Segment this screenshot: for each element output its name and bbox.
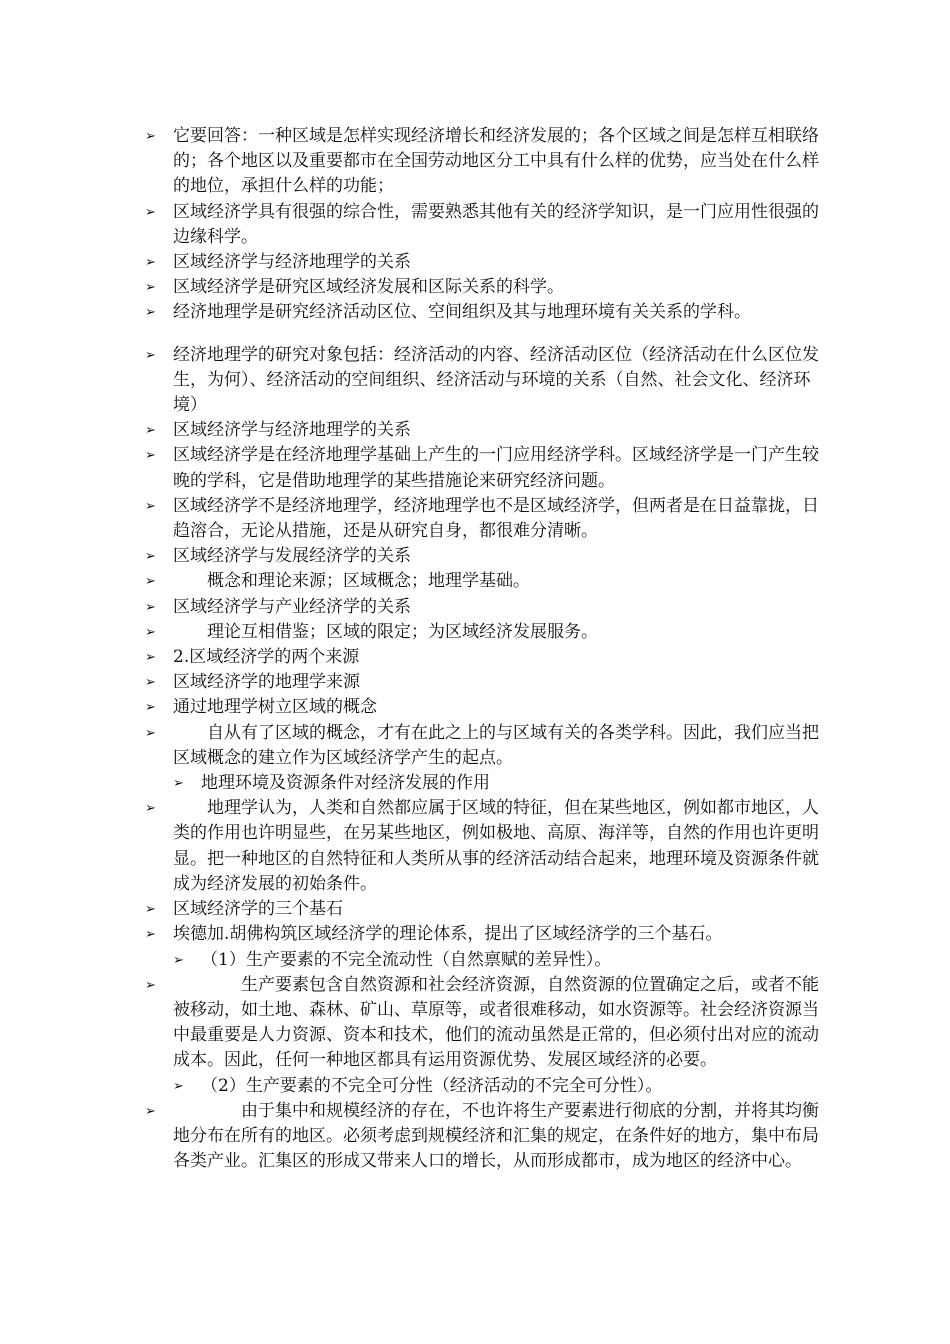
list-item-text: 自从有了区域的概念，才有在此之上的与区域有关的各类学科。因此，我们应当把区域概念的建立作为区域经济学产生的起点。 bbox=[173, 722, 819, 768]
list-item-text: 区域经济学不是经济地理学，经济地理学也不是区域经济学，但两者是在日益靠拢，日趋溶合，无论从措施，还是从研究自身，都很难分清晰。 bbox=[173, 495, 819, 542]
list-item-text: 地理学认为，人类和自然都应属于区域的特征，但在某些地区，例如都市地区，人类的作用也许明显些，在另某些地区，例如极地、高原、海洋等，自然的作用也许更明显。把一种地区的自然特征和人类所从事的经济活动结合起来，地理环境及资源条件就成为经济发展的初始条件。 bbox=[173, 798, 819, 894]
arrow-bullet-icon: ➢ bbox=[145, 280, 156, 296]
list-item bbox=[145, 443, 825, 493]
list-item-text: 生产要素包含自然资源和社会经济资源，自然资源的位置确定之后，或者不能被移动，如土地、森林、矿山、草原等，或者很难移动，如水资源等。社会经济资源当中最重要是人力资源、资本和技术，他们的流动虽然是正常的，但必须付出对应的流动成本。因此，任何一种地区都具有运用资源优势、发展区域经济的必要。 bbox=[173, 974, 819, 1071]
list-item bbox=[145, 544, 825, 569]
list-item-text: 由于集中和规模经济的存在，不也许将生产要素进行彻底的分割，并将其均衡地分布在所有的地区。必须考虑到规模经济和汇集的规定，在条件好的地方，集中布局各类产业。汇集区的形成又带来人口的增长，从而形成都市，成为地区的经济中心。 bbox=[173, 1100, 819, 1172]
list-item bbox=[145, 973, 825, 1074]
list-item bbox=[145, 595, 825, 620]
arrow-bullet-icon: ➢ bbox=[145, 675, 156, 691]
bullet-list bbox=[145, 124, 825, 1174]
list-item bbox=[145, 200, 825, 250]
list-item bbox=[145, 250, 825, 275]
list-item-text: 理论互相借鉴；区域的限定；为区域经济发展服务。 bbox=[207, 621, 598, 642]
arrow-bullet-icon: ➢ bbox=[145, 650, 156, 666]
list-item bbox=[145, 721, 825, 771]
list-item-text: （1）生产要素的不完全流动性（自然禀赋的差异性）。 bbox=[201, 949, 612, 970]
list-item bbox=[145, 569, 825, 594]
list-item-text: 区域经济学是在经济地理学基础上产生的一门应用经济学科。区域经济学是一门产生较晚的学科，它是借助地理学的某些措施论来研究经济问题。 bbox=[173, 445, 819, 491]
arrow-bullet-icon: ➢ bbox=[145, 624, 156, 640]
list-item bbox=[145, 275, 825, 300]
list-item bbox=[145, 124, 825, 200]
list-item-text: 区域经济学具有很强的综合性，需要熟悉其他有关的经济学知识，是一门应用性很强的边缘科学。 bbox=[173, 201, 819, 247]
list-item-text: 概念和理论来源；区域概念；地理学基础。 bbox=[207, 571, 530, 592]
list-item-text: 区域经济学与产业经济学的关系 bbox=[173, 596, 411, 617]
arrow-bullet-icon: ➢ bbox=[145, 448, 156, 464]
list-item bbox=[145, 897, 825, 922]
list-item bbox=[145, 670, 825, 695]
arrow-bullet-icon: ➢ bbox=[145, 574, 156, 590]
list-item-text: 区域经济学与经济地理学的关系 bbox=[173, 420, 411, 441]
list-item bbox=[145, 1099, 825, 1175]
list-item-text: 埃德加.胡佛构筑区域经济学的理论体系，提出了区域经济学的三个基石。 bbox=[173, 924, 723, 945]
sub-list-item bbox=[173, 771, 825, 796]
sub-list-item bbox=[173, 1074, 825, 1099]
list-item-text: 区域经济学与经济地理学的关系 bbox=[173, 252, 411, 273]
list-item bbox=[145, 418, 825, 443]
arrow-bullet-icon: ➢ bbox=[173, 1078, 184, 1094]
list-item-text: 经济地理学是研究经济活动区位、空间组织及其与地理环境有关关系的学科。 bbox=[173, 302, 751, 323]
list-item bbox=[145, 645, 825, 670]
list-item bbox=[145, 922, 825, 947]
arrow-bullet-icon: ➢ bbox=[173, 776, 184, 792]
arrow-bullet-icon: ➢ bbox=[145, 1103, 156, 1119]
arrow-bullet-icon: ➢ bbox=[145, 700, 156, 716]
sub-list-item bbox=[173, 948, 825, 973]
list-item-text: 它要回答：一种区域是怎样实现经济增长和经济发展的；各个区域之间是怎样互相联络的；各个地区以及重要都市在全国劳动地区分工中具有什么样的优势，应当处在什么样的地位，承担什么样的功能； bbox=[173, 126, 819, 197]
list-item-text: 区域经济学的三个基石 bbox=[173, 899, 343, 920]
arrow-bullet-icon: ➢ bbox=[145, 423, 156, 439]
list-item bbox=[145, 620, 825, 645]
list-item-text: 区域经济学的地理学来源 bbox=[173, 672, 360, 693]
arrow-bullet-icon: ➢ bbox=[145, 977, 156, 993]
arrow-bullet-icon: ➢ bbox=[145, 725, 156, 741]
list-item-text: 通过地理学树立区域的概念 bbox=[173, 697, 377, 718]
list-item bbox=[145, 695, 825, 720]
list-item-text: 区域经济学与发展经济学的关系 bbox=[173, 546, 411, 567]
arrow-bullet-icon: ➢ bbox=[145, 927, 156, 943]
arrow-bullet-icon: ➢ bbox=[145, 129, 156, 144]
list-item-text: 地理环境及资源条件对经济发展的作用 bbox=[201, 773, 490, 794]
arrow-bullet-icon: ➢ bbox=[145, 498, 156, 514]
list-item-text: 2.区域经济学的两个来源 bbox=[173, 647, 360, 668]
arrow-bullet-icon: ➢ bbox=[145, 599, 156, 615]
list-item bbox=[145, 796, 825, 897]
arrow-bullet-icon: ➢ bbox=[145, 347, 156, 363]
arrow-bullet-icon: ➢ bbox=[145, 801, 156, 817]
arrow-bullet-icon: ➢ bbox=[145, 305, 156, 321]
list-item-text: 区域经济学是研究区域经济发展和区际关系的科学。 bbox=[173, 277, 564, 298]
list-item-text: （2）生产要素的不完全可分性（经济活动的不完全可分性）。 bbox=[201, 1075, 663, 1096]
list-item bbox=[145, 494, 825, 544]
arrow-bullet-icon: ➢ bbox=[145, 902, 156, 918]
list-item-text: 经济地理学的研究对象包括：经济活动的内容、经济活动区位（经济活动在什么区位发生，为何）、经济活动的空间组织、经济活动与环境的关系（自然、社会文化、经济环境） bbox=[173, 344, 819, 416]
list-item bbox=[145, 300, 825, 325]
arrow-bullet-icon: ➢ bbox=[145, 255, 156, 271]
arrow-bullet-icon: ➢ bbox=[173, 952, 184, 968]
arrow-bullet-icon: ➢ bbox=[145, 204, 156, 220]
list-item bbox=[145, 343, 825, 419]
arrow-bullet-icon: ➢ bbox=[145, 549, 156, 565]
